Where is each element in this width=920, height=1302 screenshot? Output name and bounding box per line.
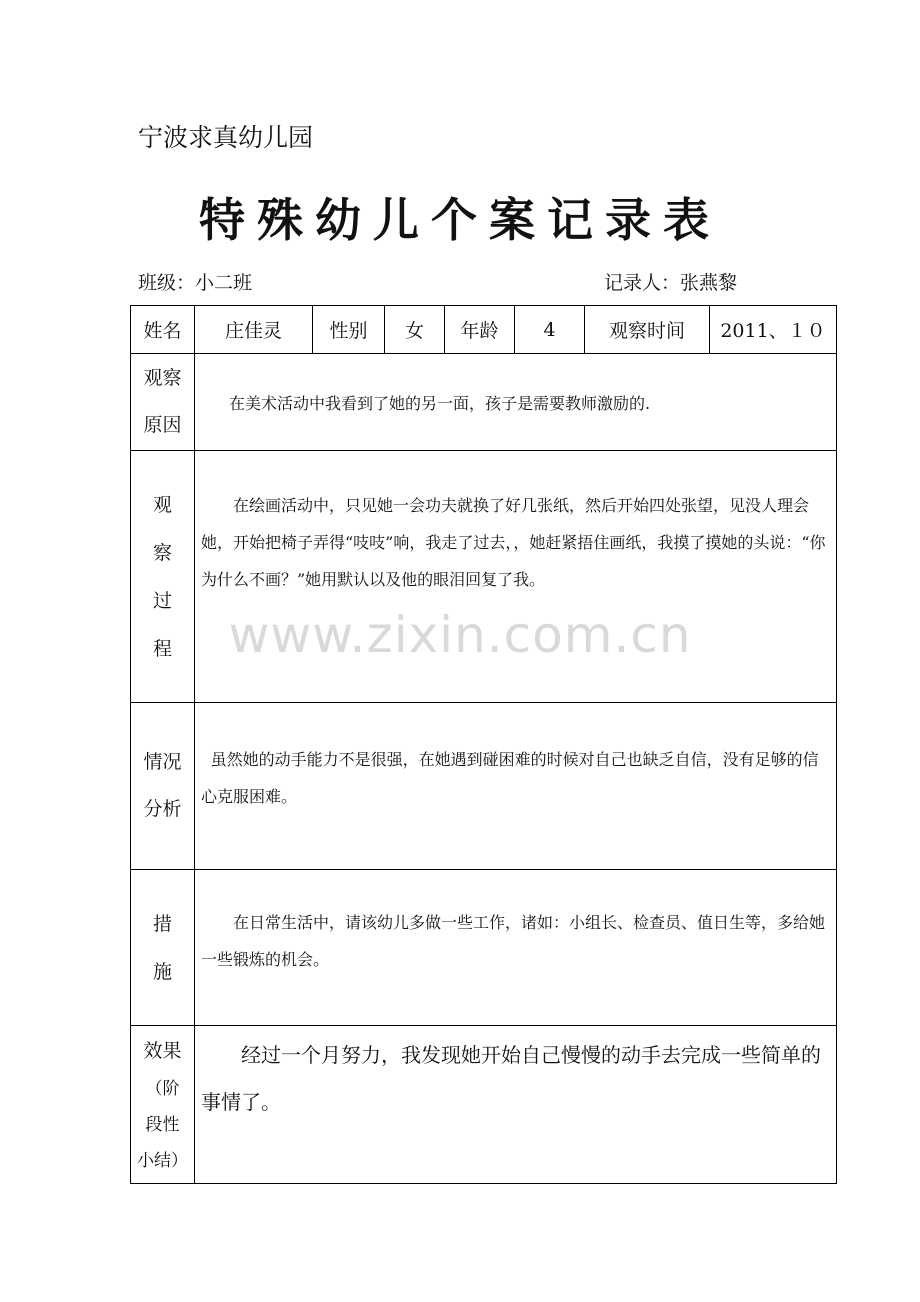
age-value: 4 [515, 306, 585, 354]
name-label: 姓名 [131, 306, 195, 354]
page-title: 特殊幼儿个案记录表 [199, 193, 721, 247]
effect-label-line-4: 小结） [137, 1150, 188, 1171]
measures-text: 在日常生活中，请该幼儿多做一些工作，诸如：小组长、检查员、值日生等，多给她一些锻炼的机会。 [201, 913, 826, 969]
process-label-line-2: 察 [152, 541, 172, 564]
name-value: 庄佳灵 [195, 306, 313, 354]
effect-row [131, 1026, 837, 1184]
gender-label: 性别 [313, 306, 385, 354]
analysis-text: 虽然她的动手能力不是很强，在她遇到碰困难的时候对自己也缺乏自信，没有足够的信心克服困难。 [201, 750, 819, 806]
reason-text: 在美术活动中我看到了她的另一面，孩子是需要教师激励的. [229, 393, 651, 413]
effect-text: 经过一个月努力，我发现她开始自己慢慢的动手去完成一些简单的事情了。 [201, 1043, 821, 1114]
effect-label-line-1: 效果 [143, 1039, 182, 1062]
measures-label [131, 870, 195, 1026]
measures-row [131, 870, 837, 1026]
watermark: www.zixin.com.cn [228, 606, 692, 664]
analysis-label-line-2: 分析 [143, 798, 182, 820]
reason-row [131, 354, 837, 451]
effect-label-line-3: 段性 [145, 1114, 180, 1135]
reason-label [131, 354, 195, 451]
process-label [131, 451, 195, 703]
class-line: 班级：小二班 [138, 272, 253, 294]
reason-label-line-2: 原因 [143, 414, 182, 436]
time-value: 2011、１０ [710, 306, 837, 354]
process-label-line-3: 过 [152, 589, 172, 612]
process-text: 在绘画活动中，只见她一会功夫就换了好几张纸，然后开始四处张望，见没人理会她，开始把椅子弄得“吱吱”响，我走了过去，，她赶紧捂住画纸，我摸了摸她的头说：“你为什么不画？”她用默认以及他的眼泪回复了我。 [201, 496, 826, 589]
header-row [131, 306, 837, 354]
effect-label [131, 1026, 195, 1184]
reason-label-line-1: 观察 [143, 367, 182, 389]
age-label: 年龄 [445, 306, 515, 354]
process-row [131, 451, 837, 703]
analysis-label-line-1: 情况 [143, 751, 182, 773]
recorder-line: 记录人：张燕黎 [604, 272, 738, 294]
analysis-row [131, 703, 837, 870]
record-table [130, 305, 837, 1184]
process-label-line-4: 程 [152, 637, 172, 660]
process-label-line-1: 观 [152, 493, 172, 516]
measures-label-line-2: 施 [152, 960, 172, 983]
gender-value: 女 [385, 306, 445, 354]
analysis-label [131, 703, 195, 870]
time-label: 观察时间 [585, 306, 710, 354]
measures-label-line-1: 措 [152, 912, 172, 935]
school-name: 宁波求真幼儿园 [138, 123, 314, 152]
effect-label-line-2: （阶 [145, 1078, 180, 1099]
